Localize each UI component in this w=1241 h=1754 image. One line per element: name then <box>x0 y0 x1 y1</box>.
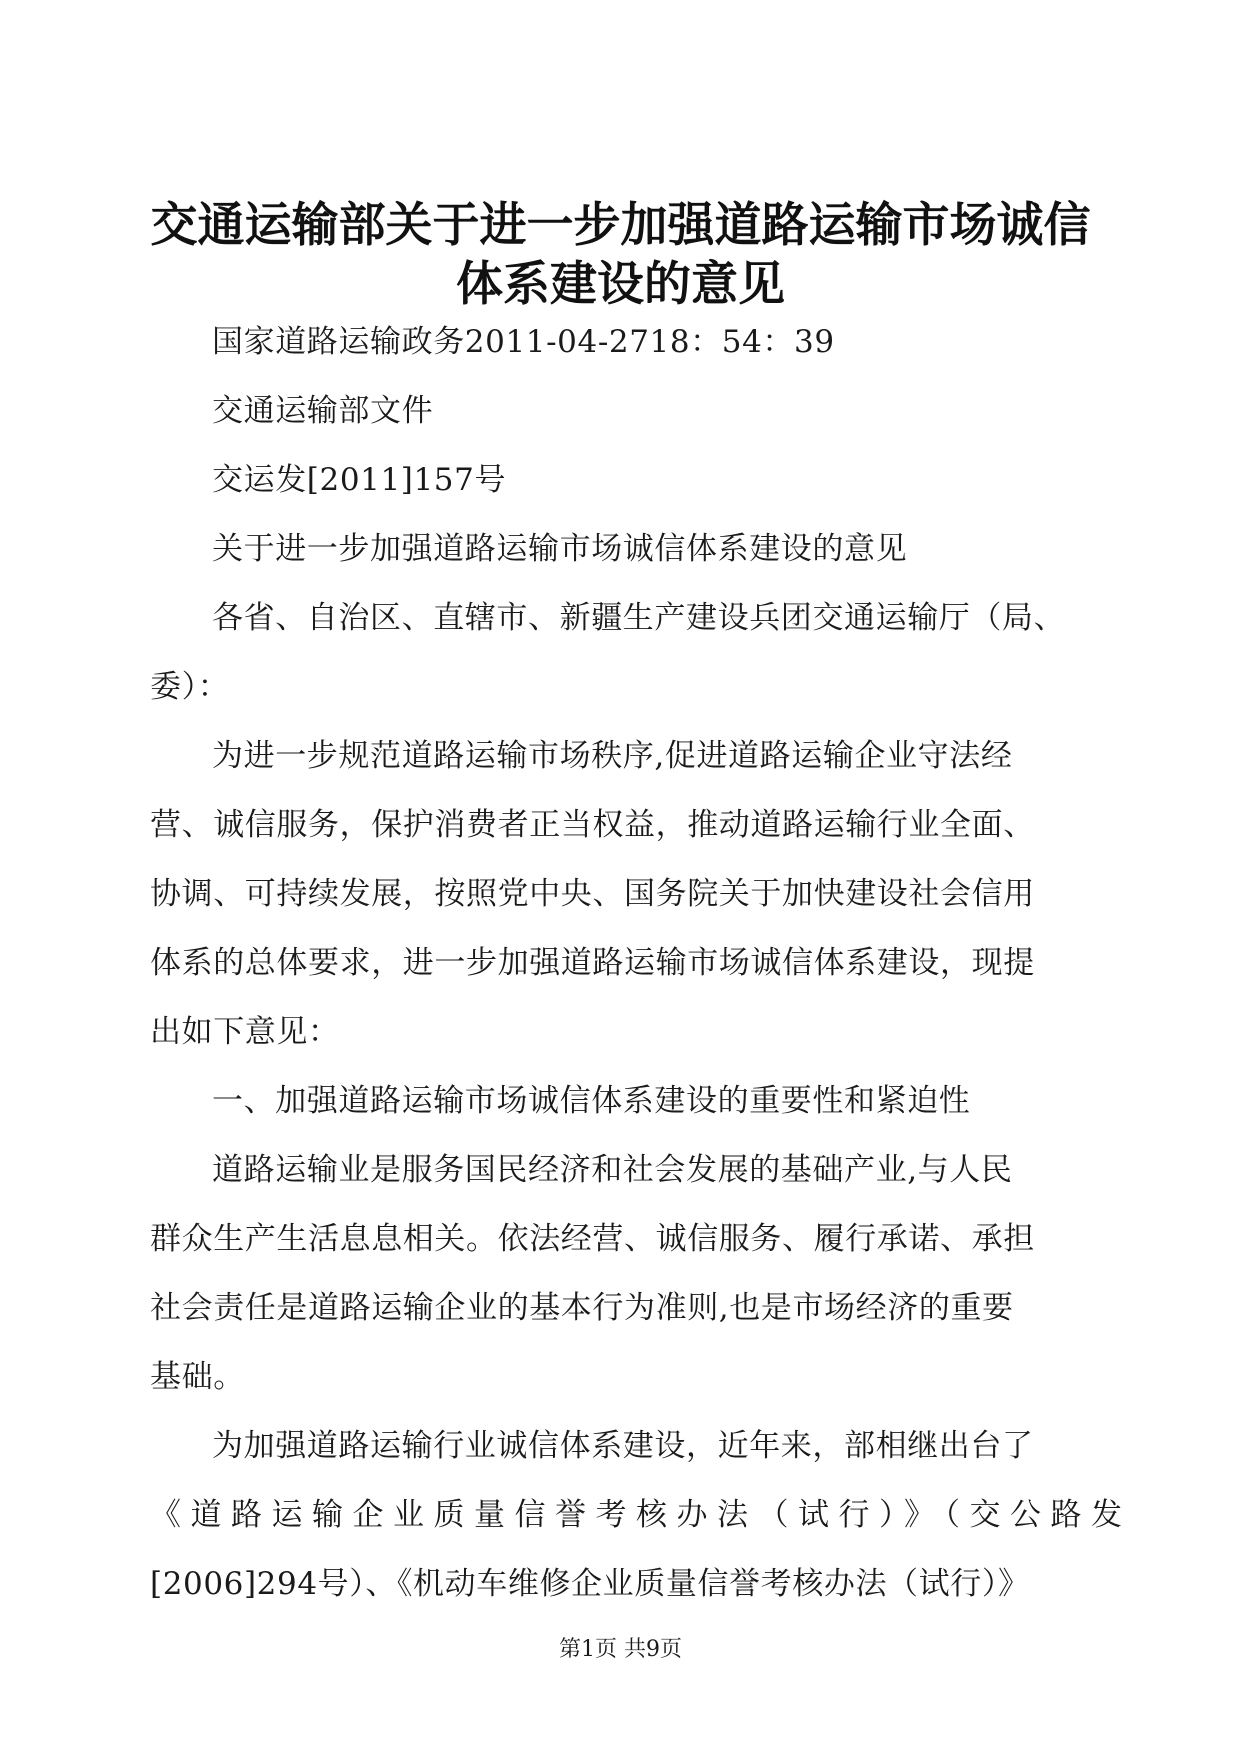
body-paragraph-2-line-3: [2006]294号）、《机动车维修企业质量信誉考核办法（试行）》 <box>150 1566 1030 1602</box>
intro-line-3: 协调、可持续发展，按照党中央、国务院关于加快建设社会信用 <box>150 876 1035 912</box>
page-number-label: 第1页 共9页 <box>559 1637 682 1662</box>
body-paragraph-1-line-2: 群众生产生活息息相关。依法经营、诚信服务、履行承诺、承担 <box>150 1221 1035 1257</box>
document-number <box>150 446 1090 515</box>
issuer-line <box>150 377 1090 446</box>
section-heading-1 <box>150 1067 1090 1136</box>
document-body <box>150 308 1132 1619</box>
body-paragraph-2 <box>150 1412 1132 1619</box>
intro-line-1: 为进一步规范道路运输市场秩序,促进道路运输企业守法经 <box>212 738 1013 774</box>
intro-line-4: 体系的总体要求，进一步加强道路运输市场诚信体系建设，现提 <box>150 945 1035 981</box>
addressee-paragraph <box>150 584 1090 722</box>
intro-line-2: 营、诚信服务，保护消费者正当权益，推动道路运输行业全面、 <box>150 807 1035 843</box>
document-number-text: 交运发[2011]157号 <box>212 462 507 498</box>
section-heading-1-text: 一、加强道路运输市场诚信体系建设的重要性和紧迫性 <box>212 1083 971 1119</box>
body-paragraph-2-line-1: 为加强道路运输行业诚信体系建设，近年来，部相继出台了 <box>212 1428 1034 1464</box>
source-line-text: 国家道路运输政务2011-04-2718：54：39 <box>212 324 835 360</box>
issuer-line-text: 交通运输部文件 <box>212 393 434 429</box>
intro-line-5: 出如下意见： <box>150 1014 340 1050</box>
document-subject <box>150 515 1090 584</box>
source-line <box>150 308 1090 377</box>
body-paragraph-1-line-4: 基础。 <box>150 1359 245 1395</box>
body-paragraph-1 <box>150 1136 1090 1412</box>
document-title <box>150 196 1091 314</box>
addressee-line-2: 委）： <box>150 669 230 705</box>
addressee-line-1: 各省、自治区、直辖市、新疆生产建设兵团交通运输厅（局、 <box>212 600 1066 636</box>
title-line-1: 交通运输部关于进一步加强道路运输市场诚信 <box>150 198 1091 253</box>
body-paragraph-1-line-3: 社会责任是道路运输企业的基本行为准则,也是市场经济的重要 <box>150 1290 1014 1326</box>
title-line-2: 体系建设的意见 <box>456 257 785 312</box>
body-paragraph-2-line-2: 《道路运输企业质量信誉考核办法（试行）》（交公路发 <box>150 1497 1132 1533</box>
page-footer <box>0 1632 1241 1663</box>
document-subject-text: 关于进一步加强道路运输市场诚信体系建设的意见 <box>212 531 908 567</box>
intro-paragraph <box>150 722 1090 1067</box>
body-paragraph-1-line-1: 道路运输业是服务国民经济和社会发展的基础产业,与人民 <box>212 1152 1013 1188</box>
